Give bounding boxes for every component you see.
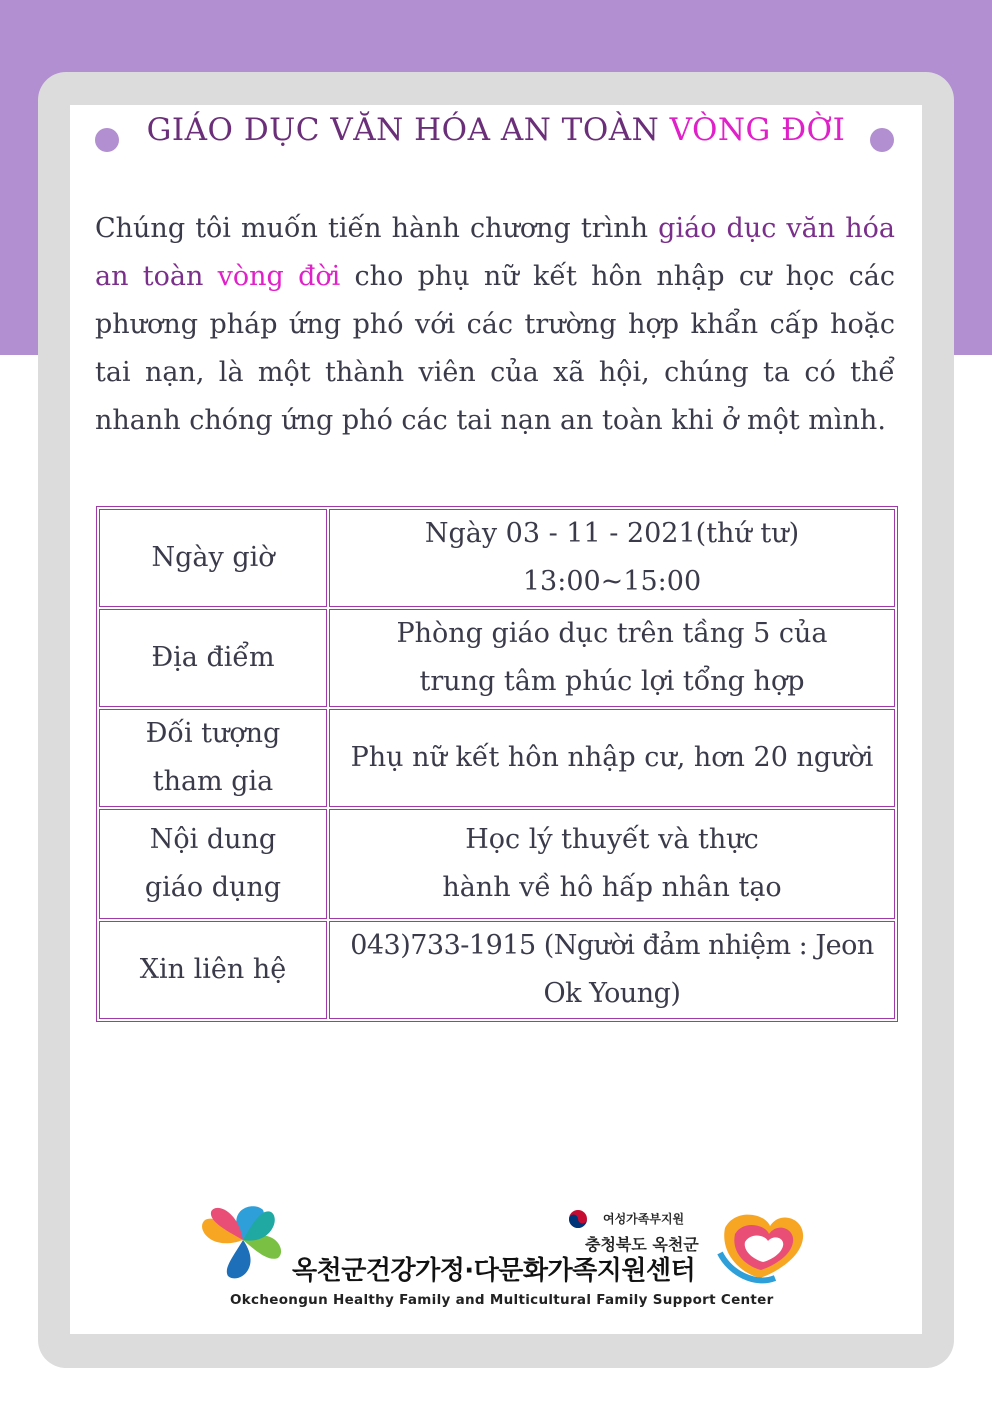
bullet-dot-left — [95, 128, 119, 152]
pinwheel-logo-icon — [202, 1206, 281, 1278]
bullet-dot-right — [870, 128, 894, 152]
heart-badge-icon — [720, 1215, 803, 1281]
intro-paragraph — [95, 205, 895, 445]
row-label: Nội dung giáo dụng — [99, 809, 327, 919]
row-label: Xin liên hệ — [99, 921, 327, 1019]
ministry-label: 여성가족부지원 — [603, 1212, 685, 1226]
row-value: Ngày 03 - 11 - 2021(thứ tư) 13:00~15:00 — [329, 509, 895, 607]
korea-emblem-icon — [569, 1210, 587, 1228]
table-row — [99, 709, 895, 807]
table-row — [99, 809, 895, 919]
title-highlight: VÒNG ĐỜI — [669, 112, 846, 148]
center-name-english: Okcheongun Healthy Family and Multicultural Family Support Center — [230, 1292, 774, 1308]
row-label: Địa điểm — [99, 609, 327, 707]
row-value: Học lý thuyết và thực hành về hô hấp nhân tạo — [329, 809, 895, 919]
title-main: GIÁO DỤC VĂN HÓA AN TOÀN — [146, 112, 670, 148]
event-details-table — [96, 506, 898, 1022]
intro-highlight-1: giáo dục văn hóa an toàn — [95, 213, 896, 292]
intro-part1: Chúng tôi muốn tiến hành chương trình — [95, 213, 659, 244]
row-value: Phụ nữ kết hôn nhập cư, hơn 20 người — [329, 709, 895, 807]
row-label: Ngày giờ — [99, 509, 327, 607]
table-row — [99, 921, 895, 1019]
intro-highlight-2: vòng đời — [217, 261, 341, 292]
row-label: Đối tượng tham gia — [99, 709, 327, 807]
table-row — [99, 509, 895, 607]
table-row — [99, 609, 895, 707]
intro-part2: cho phụ nữ kết hôn nhập cư học các phương pháp ứng phó với các trường hợp khẩn cấp hoặc tai nạn, là một thành viên của xã hội, chúng ta có thể nhanh chóng ứng phó các tai nạn an toàn khi ở một mình. — [95, 261, 895, 436]
center-name-korean: 옥천군건강가정·다문화가족지원센터 — [292, 1256, 696, 1286]
page-title — [120, 112, 872, 148]
row-value: Phòng giáo dục trên tầng 5 của trung tâm phúc lợi tổng hợp — [329, 609, 895, 707]
row-value: 043)733-1915 (Người đảm nhiệm : Jeon Ok Young) — [329, 921, 895, 1019]
region-label: 충청북도 옥천군 — [585, 1235, 699, 1254]
